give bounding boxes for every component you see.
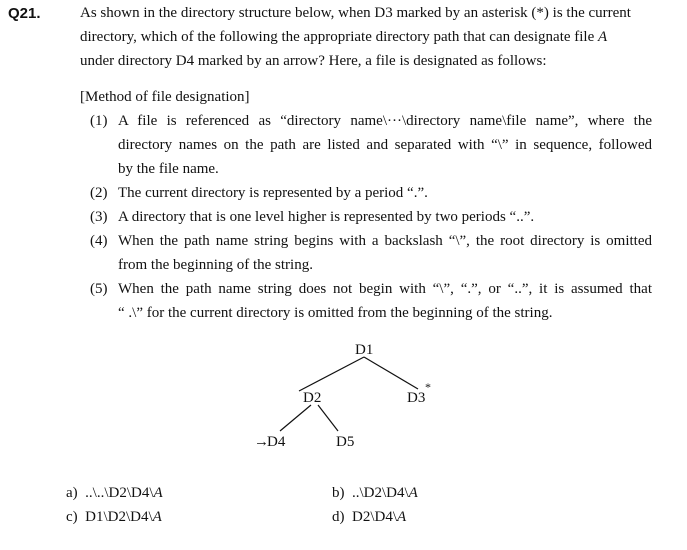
edge-d1-d3 [364,357,418,389]
edge-d2-d5 [318,405,338,431]
answer-b-file: A [408,485,418,501]
rule-5-line-1: When the path name string does not begin with “\”, “.”, or “..”, it is assumed that [118,281,652,297]
answer-a-file: A [153,485,163,501]
rule-4-number: (4) [90,233,108,249]
current-directory-asterisk: * [425,380,431,394]
rule-4-line-1: When the path name string begins with a backslash “\”, the root directory is omitted [118,233,652,249]
question-stem-text: directory, which of the following the appropriate directory path that can designate file [80,29,599,45]
rule-5-number: (5) [90,281,108,297]
answer-a[interactable] [66,485,163,502]
node-d5: D5 [336,434,355,450]
rule-5-line-2: “ .\” for the current directory is omitted from the beginning of the string. [118,305,553,321]
answer-d-letter: d) [332,509,345,525]
edge-d1-d2 [299,357,364,391]
answer-c-letter: c) [66,509,78,525]
question-number: Q21. [8,5,41,22]
edge-d2-d4 [280,405,311,431]
node-d4: D4 [267,434,286,450]
answer-b[interactable] [332,485,418,502]
answer-b-letter: b) [332,485,345,501]
rule-3-line-1: A directory that is one level higher is represented by two periods “..”. [118,209,535,225]
method-heading: [Method of file designation] [80,89,250,105]
rule-2-number: (2) [90,185,108,201]
rule-1-line-2: directory names on the path are listed and separated with “\” in sequence, followed [118,137,652,153]
rule-4-line-2: from the beginning of the string. [118,257,313,273]
answer-c-file: A [152,509,162,525]
rule-3-number: (3) [90,209,108,225]
node-d2: D2 [303,390,322,406]
answer-d-path: D2\D4\ [352,509,397,525]
answer-c[interactable] [66,509,162,526]
arrow-icon: → [254,434,269,450]
rule-1-number: (1) [90,113,108,129]
answer-b-path: ..\D2\D4\ [352,485,409,501]
rule-1-line-1: A file is referenced as “directory name\···\directory name\file name”, where the [118,113,652,129]
node-d3: D3 [407,390,426,406]
rule-1-line-3: by the file name. [118,161,219,177]
answer-d-file: A [397,509,407,525]
answer-c-path: D1\D2\D4\ [85,509,153,525]
node-d1: D1 [355,342,374,358]
answer-a-path: ..\..\D2\D4\ [85,485,154,501]
question-stem-line-1: As shown in the directory structure below, when D3 marked by an asterisk (*) is the current [80,5,631,21]
answer-a-letter: a) [66,485,78,501]
question-stem-line-3: under directory D4 marked by an arrow? Here, a file is designated as follows: [80,53,547,69]
rule-2-line-1: The current directory is represented by a period “.”. [118,185,428,201]
answer-d[interactable] [332,509,406,526]
target-file-name: A [598,29,608,45]
